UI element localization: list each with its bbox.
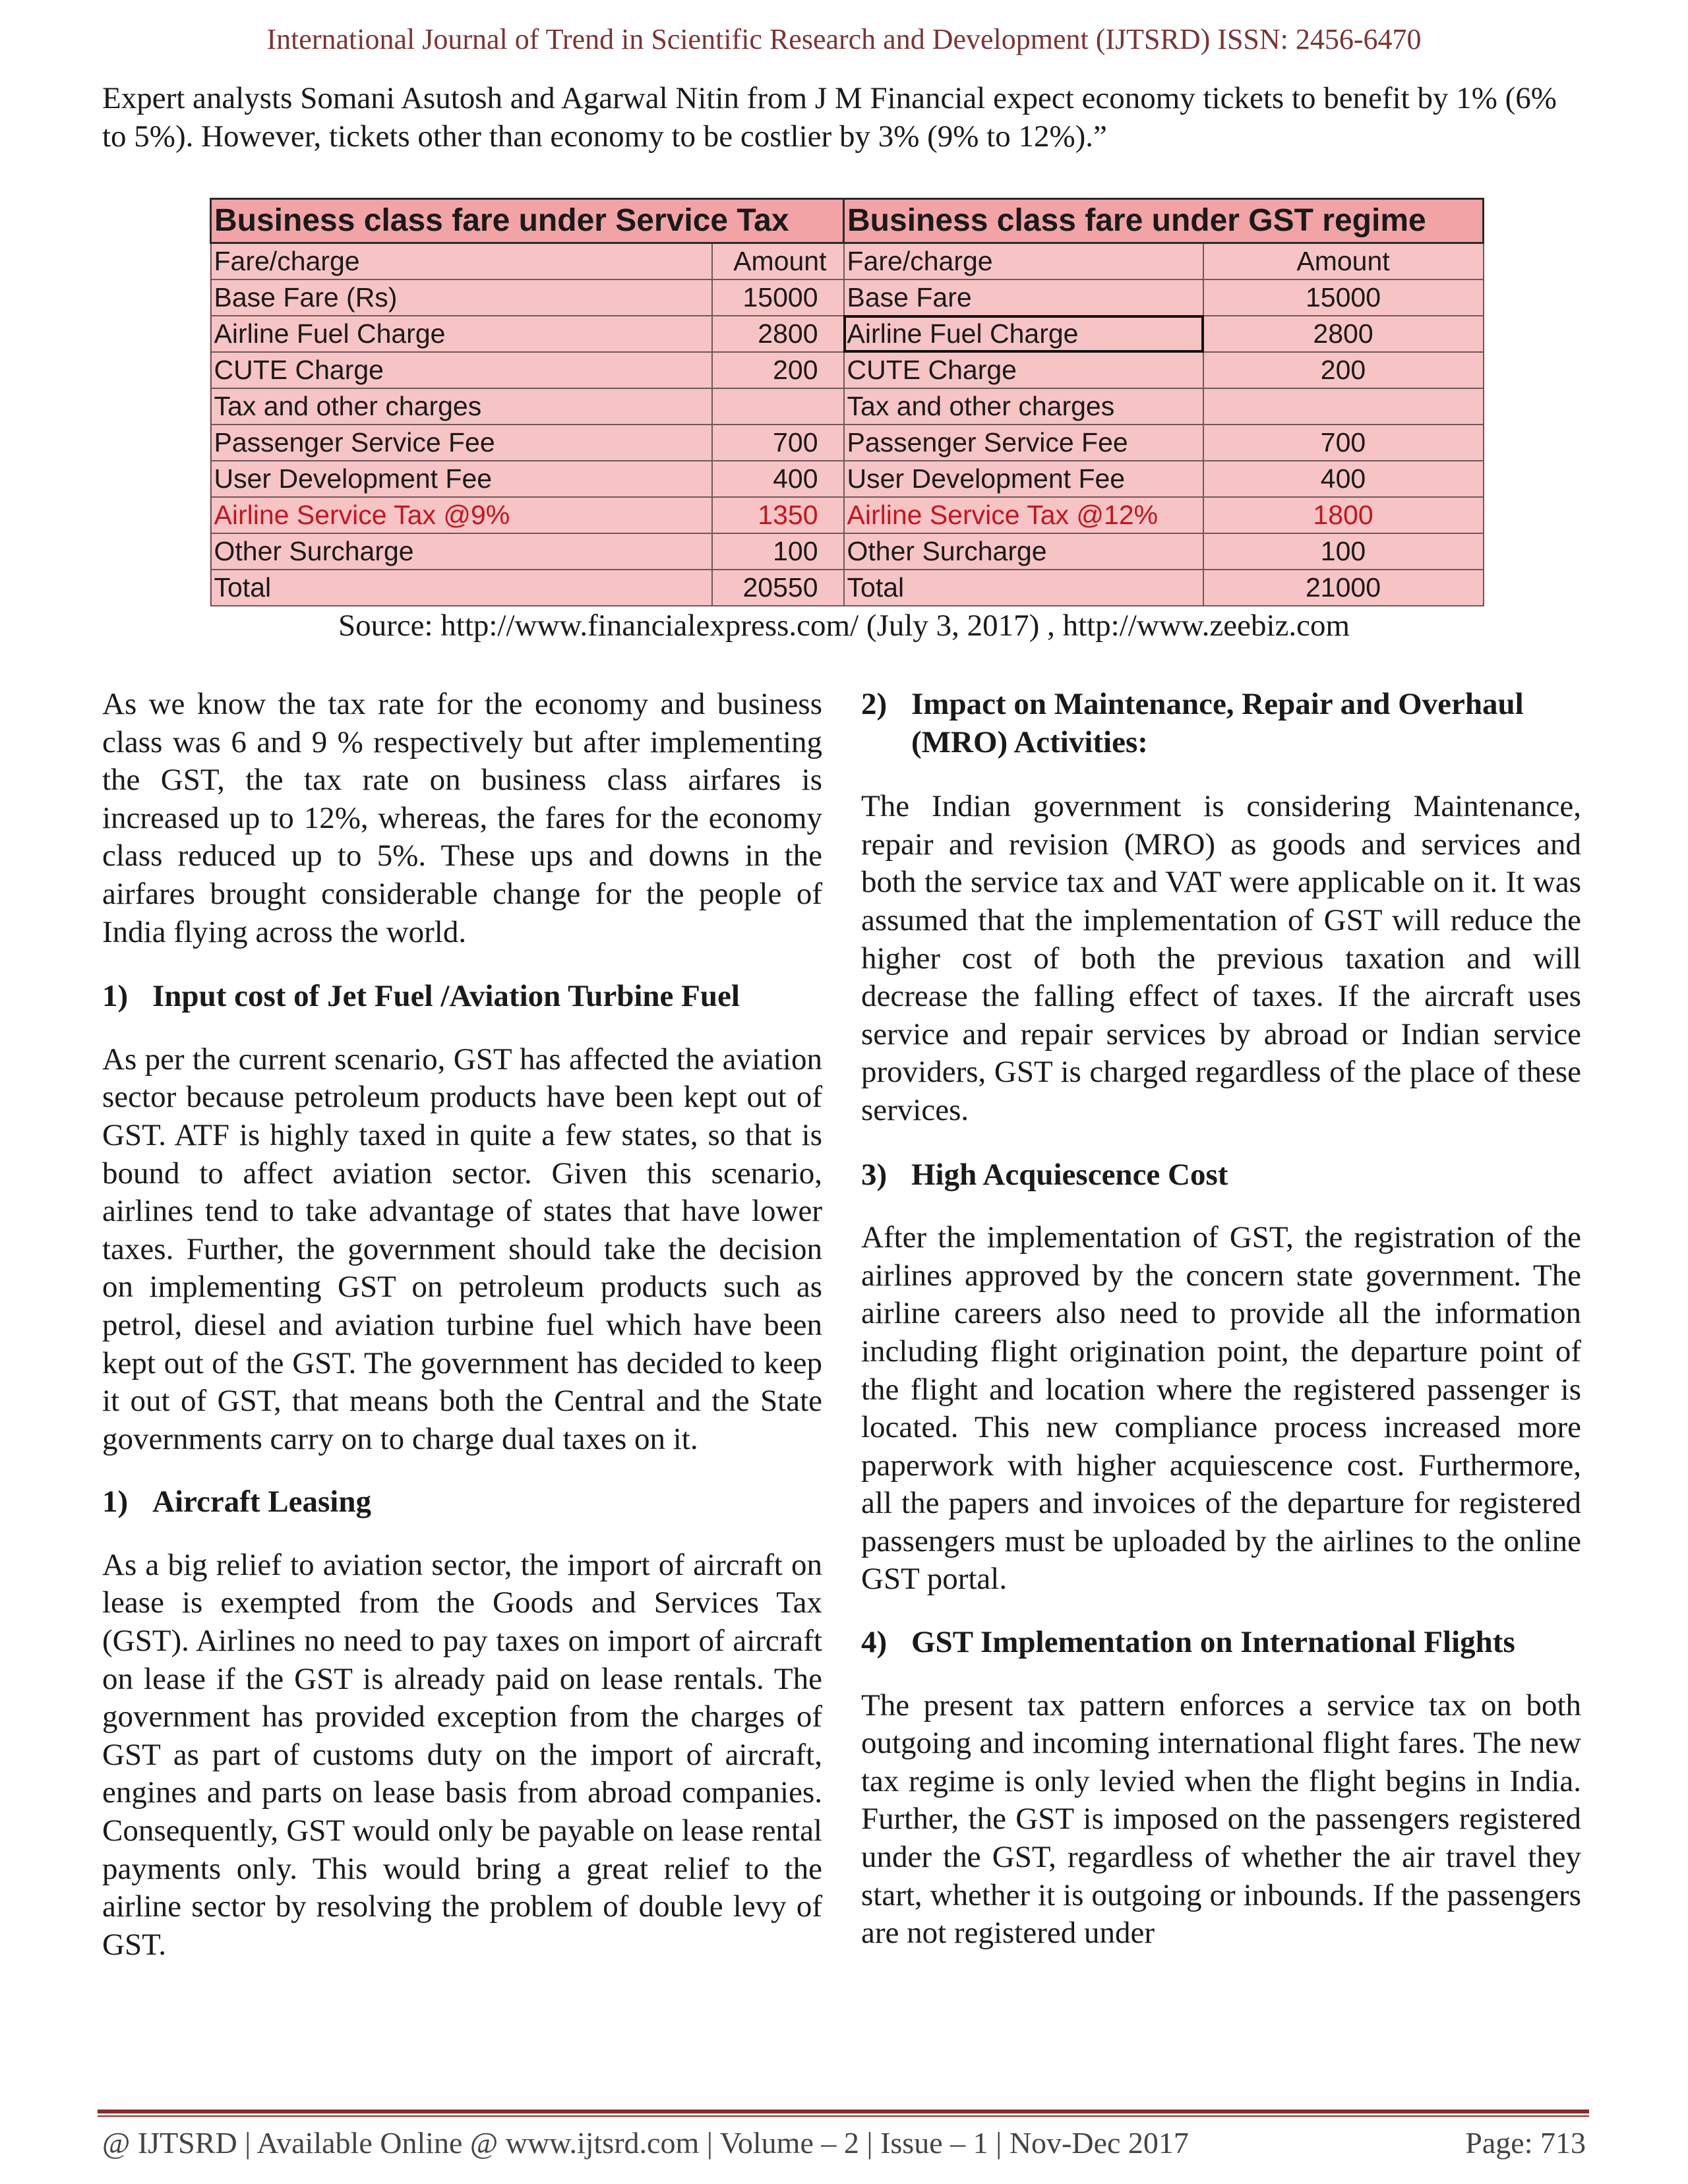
right-fare-amount: 2800 — [1203, 316, 1484, 352]
left-total-label: Total — [211, 570, 712, 606]
left-fare-amount: 400 — [712, 461, 844, 497]
page-footer — [102, 2125, 1586, 2160]
fare-comparison-table — [210, 198, 1484, 606]
left-table-title: Business class fare under Service Tax — [211, 199, 844, 243]
table-row-total — [211, 570, 1484, 606]
left-service-tax-label: Airline Service Tax @9% — [211, 497, 712, 533]
right-fare-amount: 700 — [1203, 425, 1484, 461]
heading-text: GST Implementation on International Flights — [911, 1625, 1515, 1660]
heading-number: 4) — [861, 1625, 888, 1660]
right-fare-label-selected-cell[interactable]: Airline Fuel Charge — [844, 316, 1203, 352]
left-fare-label: Airline Fuel Charge — [211, 316, 712, 352]
right-fare-label: Other Surcharge — [844, 533, 1203, 570]
left-fare-amount — [712, 388, 844, 425]
left-fare-label: User Development Fee — [211, 461, 712, 497]
column-header-amount: Amount — [712, 243, 844, 280]
column-header-fare: Fare/charge — [211, 243, 712, 280]
table-row — [211, 533, 1484, 570]
left-fare-label: Other Surcharge — [211, 533, 712, 570]
left-fare-amount: 15000 — [712, 280, 844, 316]
left-column — [102, 686, 822, 1964]
table-row — [211, 316, 1484, 352]
section-heading — [861, 1156, 1581, 1195]
heading-number: 1) — [102, 979, 129, 1014]
section-heading — [102, 978, 822, 1016]
table-title-row — [211, 199, 1484, 243]
table-row — [211, 352, 1484, 388]
right-total-amount: 21000 — [1203, 570, 1484, 606]
paragraph: As we know the tax rate for the economy and business class was 6 and 9 % respectively but after implementing the GST, the tax rate on business class airfares is increased up to 12%, whereas, the fares for the economy class reduced up to 5%. These ups and downs in the airfares brought considerable change for the people of India flying across the world. — [102, 687, 822, 949]
left-fare-amount: 700 — [712, 425, 844, 461]
table-column-header-row — [211, 243, 1484, 280]
footer-divider-thin — [98, 2115, 1589, 2117]
paragraph: As a big relief to aviation sector, the import of aircraft on lease is exempted from the Goods and Services Tax (GST). Airlines no need to pay taxes on import of aircraft on lease if the GST is already paid on lease rentals. The government has provided exception from the charges of GST as part of customs duty on the import of aircraft, engines and parts on lease basis from abroad companies. Consequently, GST would only be payable on lease rental payments only. This would bring a great relief to the airline sector by resolving the problem of double levy of GST. — [102, 1547, 822, 1962]
footer-divider — [98, 2110, 1589, 2113]
heading-number: 2) — [861, 687, 888, 721]
section-heading — [102, 1483, 822, 1521]
heading-text: High Acquiescence Cost — [911, 1157, 1228, 1192]
table-row — [211, 461, 1484, 497]
right-fare-label: User Development Fee — [844, 461, 1203, 497]
journal-header: International Journal of Trend in Scientific Research and Development (IJTSRD) ISSN: 2456-6470 — [266, 23, 1422, 55]
left-total-amount: 20550 — [712, 570, 844, 606]
column-header-amount: Amount — [1203, 243, 1484, 280]
column-header-fare: Fare/charge — [844, 243, 1203, 280]
right-fare-amount: 200 — [1203, 352, 1484, 388]
heading-text: Input cost of Jet Fuel /Aviation Turbine Fuel — [152, 979, 740, 1014]
heading-number: 3) — [861, 1157, 888, 1192]
paragraph: The present tax pattern enforces a service tax on both outgoing and incoming international flight fares. The new tax regime is only levied when the flight begins in India. Further, the GST is imposed on the passengers registered under the GST, regardless of whether the air travel they start, whether it is outgoing or inbounds. If the passengers are not registered under — [861, 1688, 1581, 1951]
table-row — [211, 425, 1484, 461]
page-number: Page: 713 — [1465, 2126, 1586, 2160]
left-fare-amount: 200 — [712, 352, 844, 388]
left-service-tax-amount: 1350 — [712, 497, 844, 533]
intro-paragraph: Expert analysts Somani Asutosh and Agarwal Nitin from J M Financial expect economy tickets to benefit by 1% (6% to 5%). However, tickets other than economy to be costlier by 3% (9% to 12%).” — [102, 81, 1557, 154]
table-source: Source: http://www.financialexpress.com/ (July 3, 2017) , http://www.zeebiz.com — [338, 608, 1350, 643]
right-service-tax-amount: 1800 — [1203, 497, 1484, 533]
left-fare-amount: 100 — [712, 533, 844, 570]
left-fare-label: Passenger Service Fee — [211, 425, 712, 461]
section-heading — [861, 686, 1581, 761]
table-row — [211, 280, 1484, 316]
right-fare-label: Base Fare — [844, 280, 1203, 316]
right-fare-amount — [1203, 388, 1484, 425]
right-fare-amount: 15000 — [1203, 280, 1484, 316]
table-row — [211, 388, 1484, 425]
left-fare-label: Base Fare (Rs) — [211, 280, 712, 316]
right-fare-label: Passenger Service Fee — [844, 425, 1203, 461]
right-fare-label: Tax and other charges — [844, 388, 1203, 425]
paragraph: After the implementation of GST, the registration of the airlines approved by the concern state government. The airline careers also need to provide all the information including flight origination point, the departure point of the flight and location where the registered passenger is located. This new compliance process increased more paperwork with higher acquiescence cost. Furthermore, all the papers and invoices of the departure for registered passengers must be uploaded by the airlines to the online GST portal. — [861, 1220, 1581, 1597]
section-heading — [861, 1624, 1581, 1662]
left-fare-amount: 2800 — [712, 316, 844, 352]
heading-text: Impact on Maintenance, Repair and Overhaul (MRO) Activities: — [911, 687, 1524, 759]
paragraph: The Indian government is considering Maintenance, repair and revision (MRO) as goods and services and both the service tax and VAT were applicable on it. It was assumed that the implementation of GST will reduce the higher cost of both the previous taxation and will decrease the falling effect of taxes. If the aircraft uses service and repair services by abroad or Indian service providers, GST is charged regardless of the place of these services. — [861, 789, 1581, 1127]
footer-citation: @ IJTSRD | Available Online @ www.ijtsrd.com | Volume – 2 | Issue – 1 | Nov-Dec 2017 — [102, 2126, 1189, 2160]
heading-text: Aircraft Leasing — [152, 1485, 371, 1520]
left-fare-label: Tax and other charges — [211, 388, 712, 425]
right-table-title: Business class fare under GST regime — [844, 199, 1484, 243]
table-row-service-tax — [211, 497, 1484, 533]
paragraph: As per the current scenario, GST has affected the aviation sector because petroleum products have been kept out of GST. ATF is highly taxed in quite a few states, so that is bound to affect aviation sector. Given this scenario, airlines tend to take advantage of states that have lower taxes. Further, the government should take the decision on implementing GST on petroleum products such as petrol, diesel and aviation turbine fuel which have been kept out of the GST. The government has decided to keep it out of GST, that means both the Central and the State governments carry on to charge dual taxes on it. — [102, 1042, 822, 1456]
right-service-tax-label: Airline Service Tax @12% — [844, 497, 1203, 533]
right-fare-amount: 400 — [1203, 461, 1484, 497]
right-fare-label: CUTE Charge — [844, 352, 1203, 388]
right-total-label: Total — [844, 570, 1203, 606]
heading-number: 1) — [102, 1485, 129, 1520]
left-fare-label: CUTE Charge — [211, 352, 712, 388]
right-column — [861, 686, 1581, 1953]
right-fare-amount: 100 — [1203, 533, 1484, 570]
